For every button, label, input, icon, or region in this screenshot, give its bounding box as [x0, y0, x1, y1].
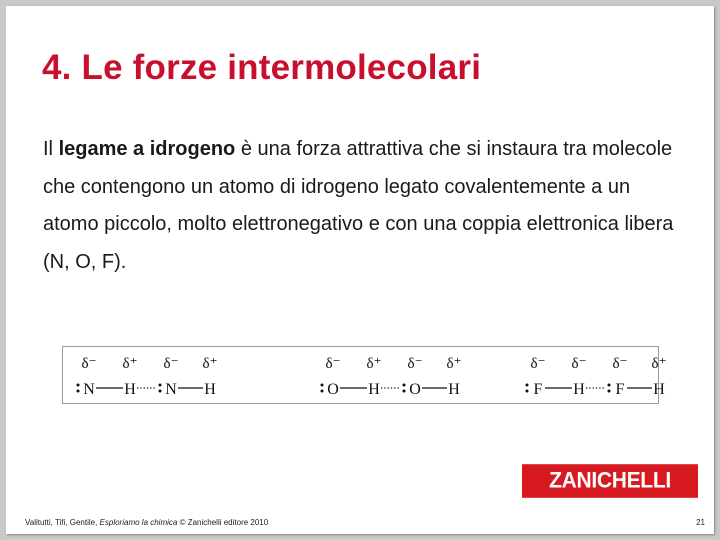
footer-book-title: Esploriamo la chimica — [99, 518, 178, 527]
partial-charge-label: δ⁻ — [612, 356, 628, 372]
lone-pair-dot — [608, 384, 611, 387]
lone-pair-dot — [403, 390, 406, 393]
footer-publisher: © Zanichelli editore 2010 — [177, 518, 269, 527]
lone-pair-dot — [159, 384, 162, 387]
atom-label: H — [204, 381, 216, 398]
atom-label: H — [653, 381, 665, 398]
body-bold-term: legame a idrogeno — [58, 138, 236, 160]
lone-pair-dot — [608, 390, 611, 393]
partial-charge-label: δ⁺ — [366, 356, 382, 372]
atom-label: N — [83, 381, 95, 398]
lone-pair-dot — [159, 390, 162, 393]
partial-charge-label: δ⁻ — [81, 356, 97, 372]
body-rest: è una forza attrattiva che si instaura tra molecole che contengono un atomo di idrogeno legato covalentemente a un atomo piccolo, molto elettronegativo e con una coppia elettronica libera (N, O, F). — [43, 138, 674, 273]
atom-label: O — [327, 381, 339, 398]
partial-charge-label: δ⁺ — [122, 356, 138, 372]
atom-label: H — [368, 381, 380, 398]
lone-pair-dot — [526, 384, 529, 387]
partial-charge-label: δ⁻ — [407, 356, 423, 372]
lone-pair-dot — [403, 384, 406, 387]
atom-label: O — [409, 381, 421, 398]
zanichelli-logo: ZANICHELLI — [522, 464, 698, 498]
footer-credit — [25, 518, 268, 527]
atom-label: N — [165, 381, 177, 398]
partial-charge-label: δ⁻ — [163, 356, 179, 372]
page-number: 21 — [696, 518, 705, 527]
atom-label: H — [573, 381, 585, 398]
atom-label: F — [615, 381, 625, 398]
atom-label: H — [448, 381, 460, 398]
lone-pair-dot — [321, 390, 324, 393]
atom-label: F — [533, 381, 543, 398]
slide-title: 4. Le forze intermolecolari — [42, 48, 482, 87]
lone-pair-dot — [526, 390, 529, 393]
partial-charge-label: δ⁻ — [325, 356, 341, 372]
lone-pair-dot — [77, 390, 80, 393]
partial-charge-label: δ⁺ — [446, 356, 462, 372]
footer-authors: Valitutti, Tifi, Gentile, — [25, 518, 100, 527]
partial-charge-label: δ⁻ — [571, 356, 587, 372]
hydrogen-bond-figure — [62, 346, 667, 404]
hydrogen-bond-diagram — [63, 347, 667, 405]
slide — [6, 6, 714, 534]
lone-pair-dot — [321, 384, 324, 387]
partial-charge-label: δ⁻ — [530, 356, 546, 372]
lone-pair-dot — [77, 384, 80, 387]
body-paragraph — [43, 131, 683, 281]
partial-charge-label: δ⁺ — [651, 356, 667, 372]
partial-charge-label: δ⁺ — [202, 356, 218, 372]
body-intro: Il — [43, 138, 59, 160]
atom-label: H — [124, 381, 136, 398]
